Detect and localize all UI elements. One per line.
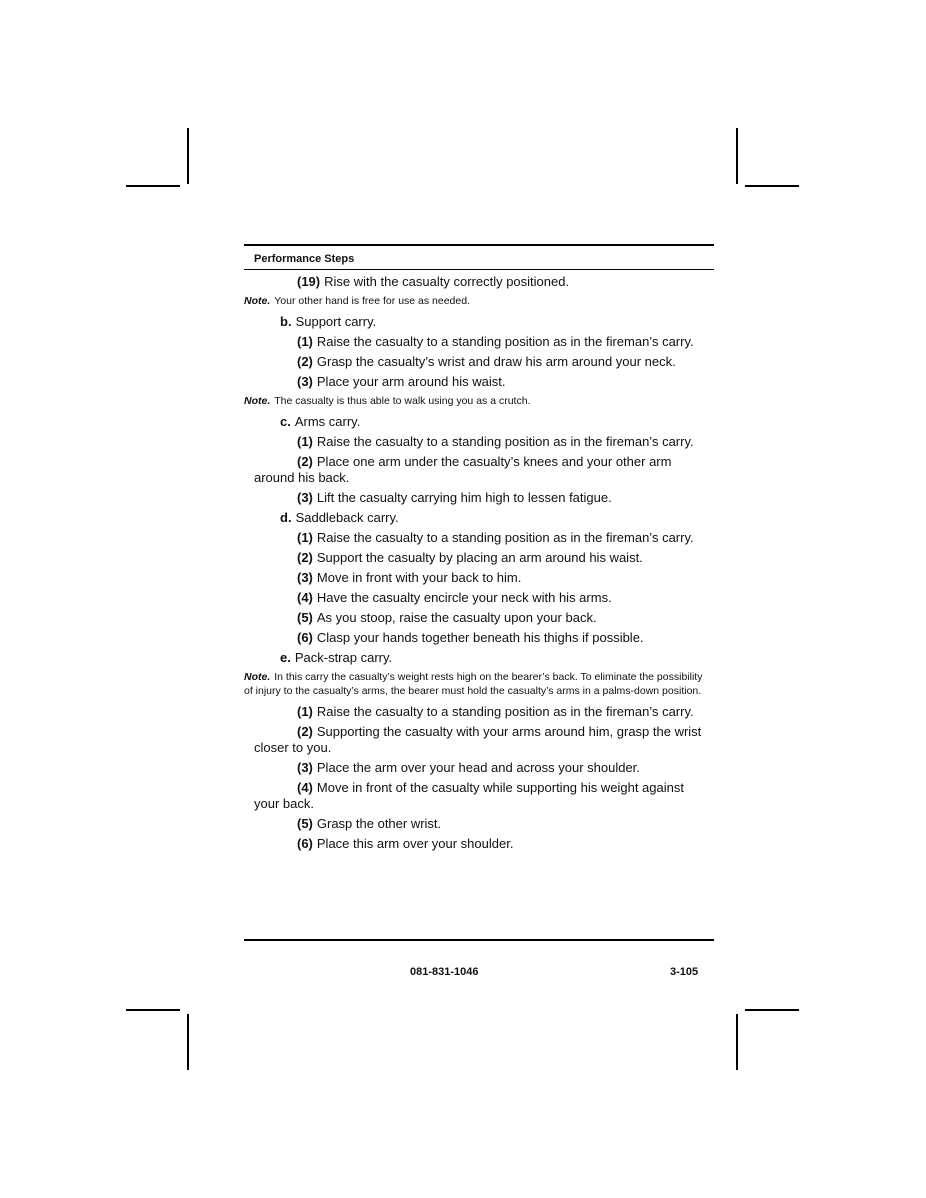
step-number: (1) (297, 434, 313, 449)
step-number: (4) (297, 780, 313, 795)
step-number: (1) (297, 334, 313, 349)
step-item (254, 724, 710, 756)
crop-mark-top-left-vertical (187, 128, 189, 184)
step-number: (2) (297, 354, 313, 369)
step-text: Arms carry. (294, 414, 361, 429)
step-number: (2) (297, 454, 313, 469)
step-text: Support carry. (295, 314, 377, 329)
step-item (254, 590, 710, 606)
step-item (254, 530, 710, 546)
step-item (254, 490, 710, 506)
note (244, 394, 710, 408)
crop-mark-bottom-right-horizontal (745, 1009, 799, 1011)
step-number: e. (280, 650, 291, 665)
step-number: d. (280, 510, 292, 525)
step-text: Move in front of the casualty while supporting his weight against your back. (254, 780, 684, 811)
step-heading (254, 650, 710, 666)
step-number: (6) (297, 630, 313, 645)
note-label: Note. (244, 671, 271, 683)
note (244, 670, 710, 698)
step-item (254, 704, 710, 720)
step-item (254, 630, 710, 646)
step-number: (19) (297, 274, 321, 289)
doc-number: 081-831-1046 (410, 966, 479, 978)
page-number: 3-105 (670, 966, 699, 978)
step-item (254, 274, 710, 290)
step-heading (254, 414, 710, 430)
step-number: (3) (297, 490, 313, 505)
crop-mark-top-left-horizontal (126, 185, 180, 187)
step-text: Clasp your hands together beneath his thighs if possible. (316, 630, 644, 645)
step-text: Pack-strap carry. (294, 650, 393, 665)
crop-mark-bottom-left-vertical (187, 1014, 189, 1070)
step-text: Place your arm around his waist. (316, 374, 506, 389)
step-number: c. (280, 414, 291, 429)
step-number: (5) (297, 816, 313, 831)
step-item (254, 374, 710, 390)
step-item (254, 610, 710, 626)
step-item (254, 454, 710, 486)
crop-mark-top-right-vertical (736, 128, 738, 184)
step-text: Place one arm under the casualty’s knees and your other arm around his back. (254, 454, 672, 485)
step-number: (1) (297, 530, 313, 545)
step-text: Supporting the casualty with your arms around him, grasp the wrist closer to you. (254, 724, 702, 755)
step-text: Lift the casualty carrying him high to lessen fatigue. (316, 490, 612, 505)
step-text: Have the casualty encircle your neck with his arms. (316, 590, 612, 605)
step-item (254, 354, 710, 370)
step-item (254, 434, 710, 450)
step-item (254, 570, 710, 586)
step-item (254, 760, 710, 776)
step-item (254, 550, 710, 566)
note-label: Note. (244, 395, 271, 407)
step-item (254, 836, 710, 852)
step-text: Place the arm over your head and across your shoulder. (316, 760, 640, 775)
bottom-rule (244, 939, 714, 941)
step-number: b. (280, 314, 292, 329)
step-text: Place this arm over your shoulder. (316, 836, 514, 851)
step-number: (1) (297, 704, 313, 719)
note-text: In this carry the casualty’s weight rests high on the bearer’s back. To eliminate the possibility of injury to the casualty’s arms, the bearer must hold the casualty’s arms in a palms-down position. (244, 671, 703, 697)
step-heading (254, 510, 710, 526)
note-text: Your other hand is free for use as needed. (274, 295, 470, 307)
note-label: Note. (244, 295, 271, 307)
step-number: (3) (297, 760, 313, 775)
step-item (254, 816, 710, 832)
step-number: (2) (297, 550, 313, 565)
step-item (254, 334, 710, 350)
crop-mark-top-right-horizontal (745, 185, 799, 187)
note (244, 294, 710, 308)
step-number: (2) (297, 724, 313, 739)
note-text: The casualty is thus able to walk using you as a crutch. (274, 395, 531, 407)
step-number: (3) (297, 374, 313, 389)
step-text: Move in front with your back to him. (316, 570, 522, 585)
step-number: (5) (297, 610, 313, 625)
step-text: Raise the casualty to a standing position as in the fireman’s carry. (316, 704, 694, 719)
step-heading (254, 314, 710, 330)
section-header: Performance Steps (254, 253, 355, 265)
step-number: (3) (297, 570, 313, 585)
step-text: Grasp the casualty’s wrist and draw his arm around your neck. (316, 354, 676, 369)
page-body (244, 244, 714, 856)
step-number: (4) (297, 590, 313, 605)
step-text: Saddleback carry. (295, 510, 399, 525)
step-text: Support the casualty by placing an arm around his waist. (316, 550, 643, 565)
steps-content (244, 270, 714, 852)
step-text: Raise the casualty to a standing position as in the fireman’s carry. (316, 334, 694, 349)
step-text: Grasp the other wrist. (316, 816, 442, 831)
step-item (254, 780, 710, 812)
step-text: Raise the casualty to a standing position as in the fireman’s carry. (316, 434, 694, 449)
step-text: Rise with the casualty correctly positioned. (324, 274, 570, 289)
crop-mark-bottom-left-horizontal (126, 1009, 180, 1011)
crop-mark-bottom-right-vertical (736, 1014, 738, 1070)
step-text: Raise the casualty to a standing position as in the fireman’s carry. (316, 530, 694, 545)
step-text: As you stoop, raise the casualty upon your back. (316, 610, 597, 625)
step-number: (6) (297, 836, 313, 851)
